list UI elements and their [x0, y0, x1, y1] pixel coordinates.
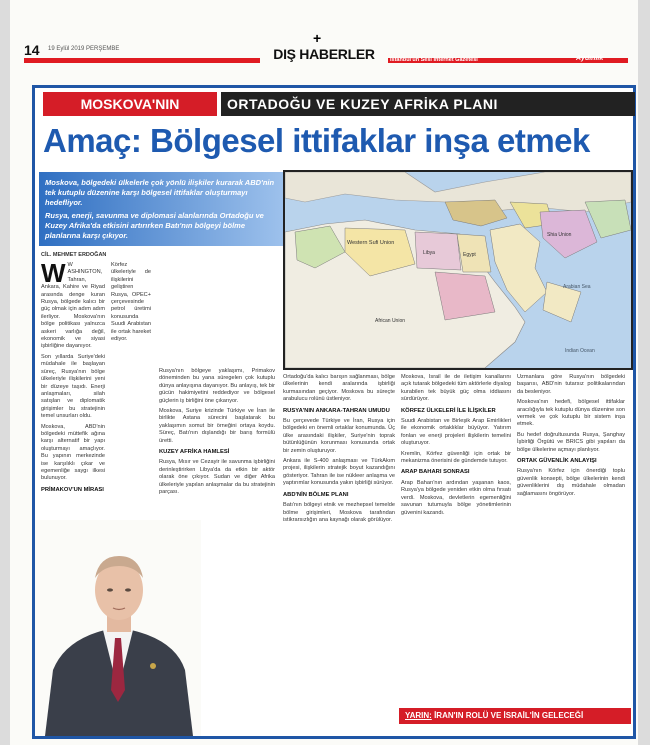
section-plus-mark: +	[313, 30, 322, 46]
paragraph: Bu hedef doğrultusunda Rusya, Şanghay İşbirliği Örgütü ve BRICS gibi yapıları da bölge ülkelerine açmayı planlıyor.	[517, 431, 625, 453]
article-column-1b	[111, 262, 151, 518]
tomorrow-label: YARIN:	[405, 711, 432, 720]
paragraph: Uzmanlara göre Rusya'nın bölgedeki başarısı, ABD'nin tutarsız politikalarından da besleniyor.	[517, 374, 625, 395]
header-rule-left	[24, 58, 260, 63]
paragraph: Moskova, İsrail ile de iletişim kanallarını açık tutarak bölgedeki tüm aktörlerle diyalog kurabilen tek büyük güç olma iddiasını sürdürüyor.	[401, 374, 511, 403]
paragraph: Moskova, Suriye krizinde Türkiye ve İran ile birlikte Astana sürecini başlatarak bu yaklaşımın somut bir örneğini ortaya koydu. Süreç, Batı'nın dışlandığı bir barış formülü üretti.	[159, 408, 275, 444]
paragraph: Moskova, ABD'nin bölgedeki müttefik ağına karşı alternatif bir yapı oluşturmayı amaçlıyor. Bu yapının merkezinde ise karşılıklı çıkar ve egemenliğe saygı ilkesi bulunuyor.	[41, 423, 105, 482]
paragraph: Suudi Arabistan ve Birleşik Arap Emirlikleri ile ekonomik ortaklıklar büyüyor. Yatırım fonları ve enerji projeleri ilişkilerin temelini oluşturuyor.	[401, 418, 511, 447]
paragraph: Rusya, Mısır ve Cezayir ile savunma işbirliğini derinleştirirken Libya'da da etkin bir aktör olarak öne çıkıyor. Sudan ve diğer Afrika ülkeleriyle yapılan anlaşmalar da bu stratejinin parçası.	[159, 459, 275, 496]
portrait-photo	[35, 520, 201, 736]
paragraph: Bu çerçevede Türkiye ve İran, Rusya için bölgedeki en önemli ortaklar konumunda. Üç ülke arasındaki ilişkiler, Suriye'nin toprak bütünlüğünün korunması konusunda ortak bir zemin oluşturuyor.	[283, 418, 395, 454]
byline: CİL. MEHMET ERDOĞAN	[41, 252, 107, 258]
region-map	[283, 170, 633, 370]
paragraph: Son yıllarda Suriye'deki müdahale ile başlayan süreç, Rusya'nın bölge ülkeleriyle ilişkilerini yeni bir düzeye taşıdı. Enerji anlaşmaları, silah satışları ve diplomatik girişimler bu stratejinin temel unsurları oldu.	[41, 353, 105, 420]
page-number: 14	[24, 42, 40, 58]
lede-paragraph: Moskova, bölgedeki ülkelerle çok yönlü ilişkiler kurarak ABD'nin tek kutuplu düzenine karşı bölgesel ittifaklar oluşturmayı hedefliyor.	[45, 178, 275, 207]
map-label: African Union	[375, 318, 406, 324]
map-label: Egypt	[463, 252, 476, 258]
article-column-5	[517, 374, 625, 702]
tomorrow-text: İRAN'IN ROLÜ VE İSRAİL'İN GELECEĞİ	[434, 711, 584, 720]
subheading: ARAP BAHARI SONRASI	[401, 469, 470, 476]
map-label: Western Sufi Union	[347, 240, 395, 246]
article-frame	[32, 85, 636, 739]
paragraph: W ASHINGTON, Tahran, Ankara, Kahire ve Riyad arasında denge kuran Rusya, bölgede kalıcı bir güç olmak için adım adım ilerliyor. Moskova'nın bölge politikası yalnızca askeri varlığa değil, ekonomik ve siyasi işbirliğine dayanıyor.	[41, 262, 105, 350]
paragraph: Rusya'nın bölgeye yaklaşımı, Primakov döneminden bu yana süregelen çok kutuplu dünya anlayışına dayanıyor. Bu anlayış, tek bir gücün hakimiyetini reddediyor ve bölgesel güçlerin iş birliğini öne çıkarıyor.	[159, 368, 275, 404]
map-label: Arabian Sea	[563, 284, 591, 290]
headline: Amaç: Bölgesel ittifaklar inşa etmek	[43, 122, 590, 159]
paragraph: Körfez ülkeleriyle de ilişkilerini geliştiren Rusya, OPEC+ çerçevesinde petrol üretimi konusunda Suudi Arabistan ile ortak hareket ediyor.	[111, 262, 151, 343]
article-column-3	[283, 374, 395, 714]
paper-name: Aydınlık	[576, 55, 604, 62]
map-label: Libya	[423, 250, 435, 256]
lede-paragraph: Rusya, enerji, savunma ve diplomasi alanlarında Ortadoğu ve Kuzey Afrika'da etkisini artırırken Batı'nın bölgeyi bölme planlarına karşı çıkıyor.	[45, 211, 264, 240]
paragraph: Kremlin, Körfez güvenliği için ortak bir mekanizma önerisini de gündemde tutuyor.	[401, 450, 511, 465]
portrait-illustration	[35, 520, 201, 736]
subheading: KUZEY AFRİKA HAMLESİ	[159, 449, 230, 456]
article-column-1	[41, 262, 105, 510]
drop-cap: W	[41, 262, 66, 288]
subheading: ORTAK GÜVENLİK ANLAYIŞI	[517, 458, 597, 465]
subheading: PRİMAKOV'UN MİRASI	[41, 486, 104, 493]
subheading: ABD'NİN BÖLME PLANI	[283, 491, 349, 498]
paragraph: Moskova'nın hedefi, bölgesel ittifaklar aracılığıyla tek kutuplu dünya düzenine son vermek ve çok kutuplu bir sistem inşa etmek.	[517, 399, 625, 428]
section-title: DIŞ HABERLER	[273, 46, 375, 62]
map-graphic	[285, 172, 631, 368]
kicker-dark: ORTADOĞU VE KUZEY AFRİKA PLANI	[221, 92, 635, 116]
issue-date: 19 Eylül 2019 PERŞEMBE	[48, 46, 120, 52]
article-column-4	[401, 374, 511, 702]
paragraph: Batı'nın bölgeyi etnik ve mezhepsel temelde bölme girişimleri, Moskova tarafından istikrarsızlığın ana kaynağı olarak görülüyor.	[283, 502, 395, 523]
paragraph: Ortadoğu'da kalıcı barışın sağlanması, bölge ülkelerinin kendi aralarında işbirliği kurmasından geçiyor. Moskova bu süreçte arabulucu rolünü üstleniyor.	[283, 374, 395, 403]
paragraph: Arap Baharı'nın ardından yaşanan kaos, Rusya'ya bölgede yeniden etkin olma fırsatı verdi. Moskova, devletlerin egemenliğini savunan tutumuyla bölge yönetimlerinin güvenini kazandı.	[401, 479, 511, 516]
paragraph: Rusya'nın Körfez için önerdiği toplu güvenlik konsepti, bölge ülkelerinin kendi güvenliklerini dış müdahale olmadan sağlamasını öngörüyor.	[517, 468, 625, 497]
paragraph: Ankara ile S-400 anlaşması ve TürkAkım projesi, ilişkilerin stratejik boyut kazandığını gösteriyor. Tahran ile ise nükleer anlaşma ve yaptırımlar konusunda yakın işbirliği sürüyor.	[283, 458, 395, 487]
lede-box	[39, 172, 283, 246]
map-label: Shia Union	[547, 232, 572, 238]
publisher-tag: Istanbul'un Sesi İnternet Gazetesi	[390, 57, 478, 63]
subheading: RUSYA'NIN ANKARA-TAHRAN UMUDU	[283, 407, 390, 414]
subheading: KÖRFEZ ÜLKELERİ İLE İLİŞKİLER	[401, 407, 496, 414]
newspaper-page	[10, 0, 638, 745]
tomorrow-banner	[399, 708, 631, 724]
kicker-red: MOSKOVA'NIN	[43, 92, 217, 116]
map-label: Indian Ocean	[565, 348, 595, 354]
